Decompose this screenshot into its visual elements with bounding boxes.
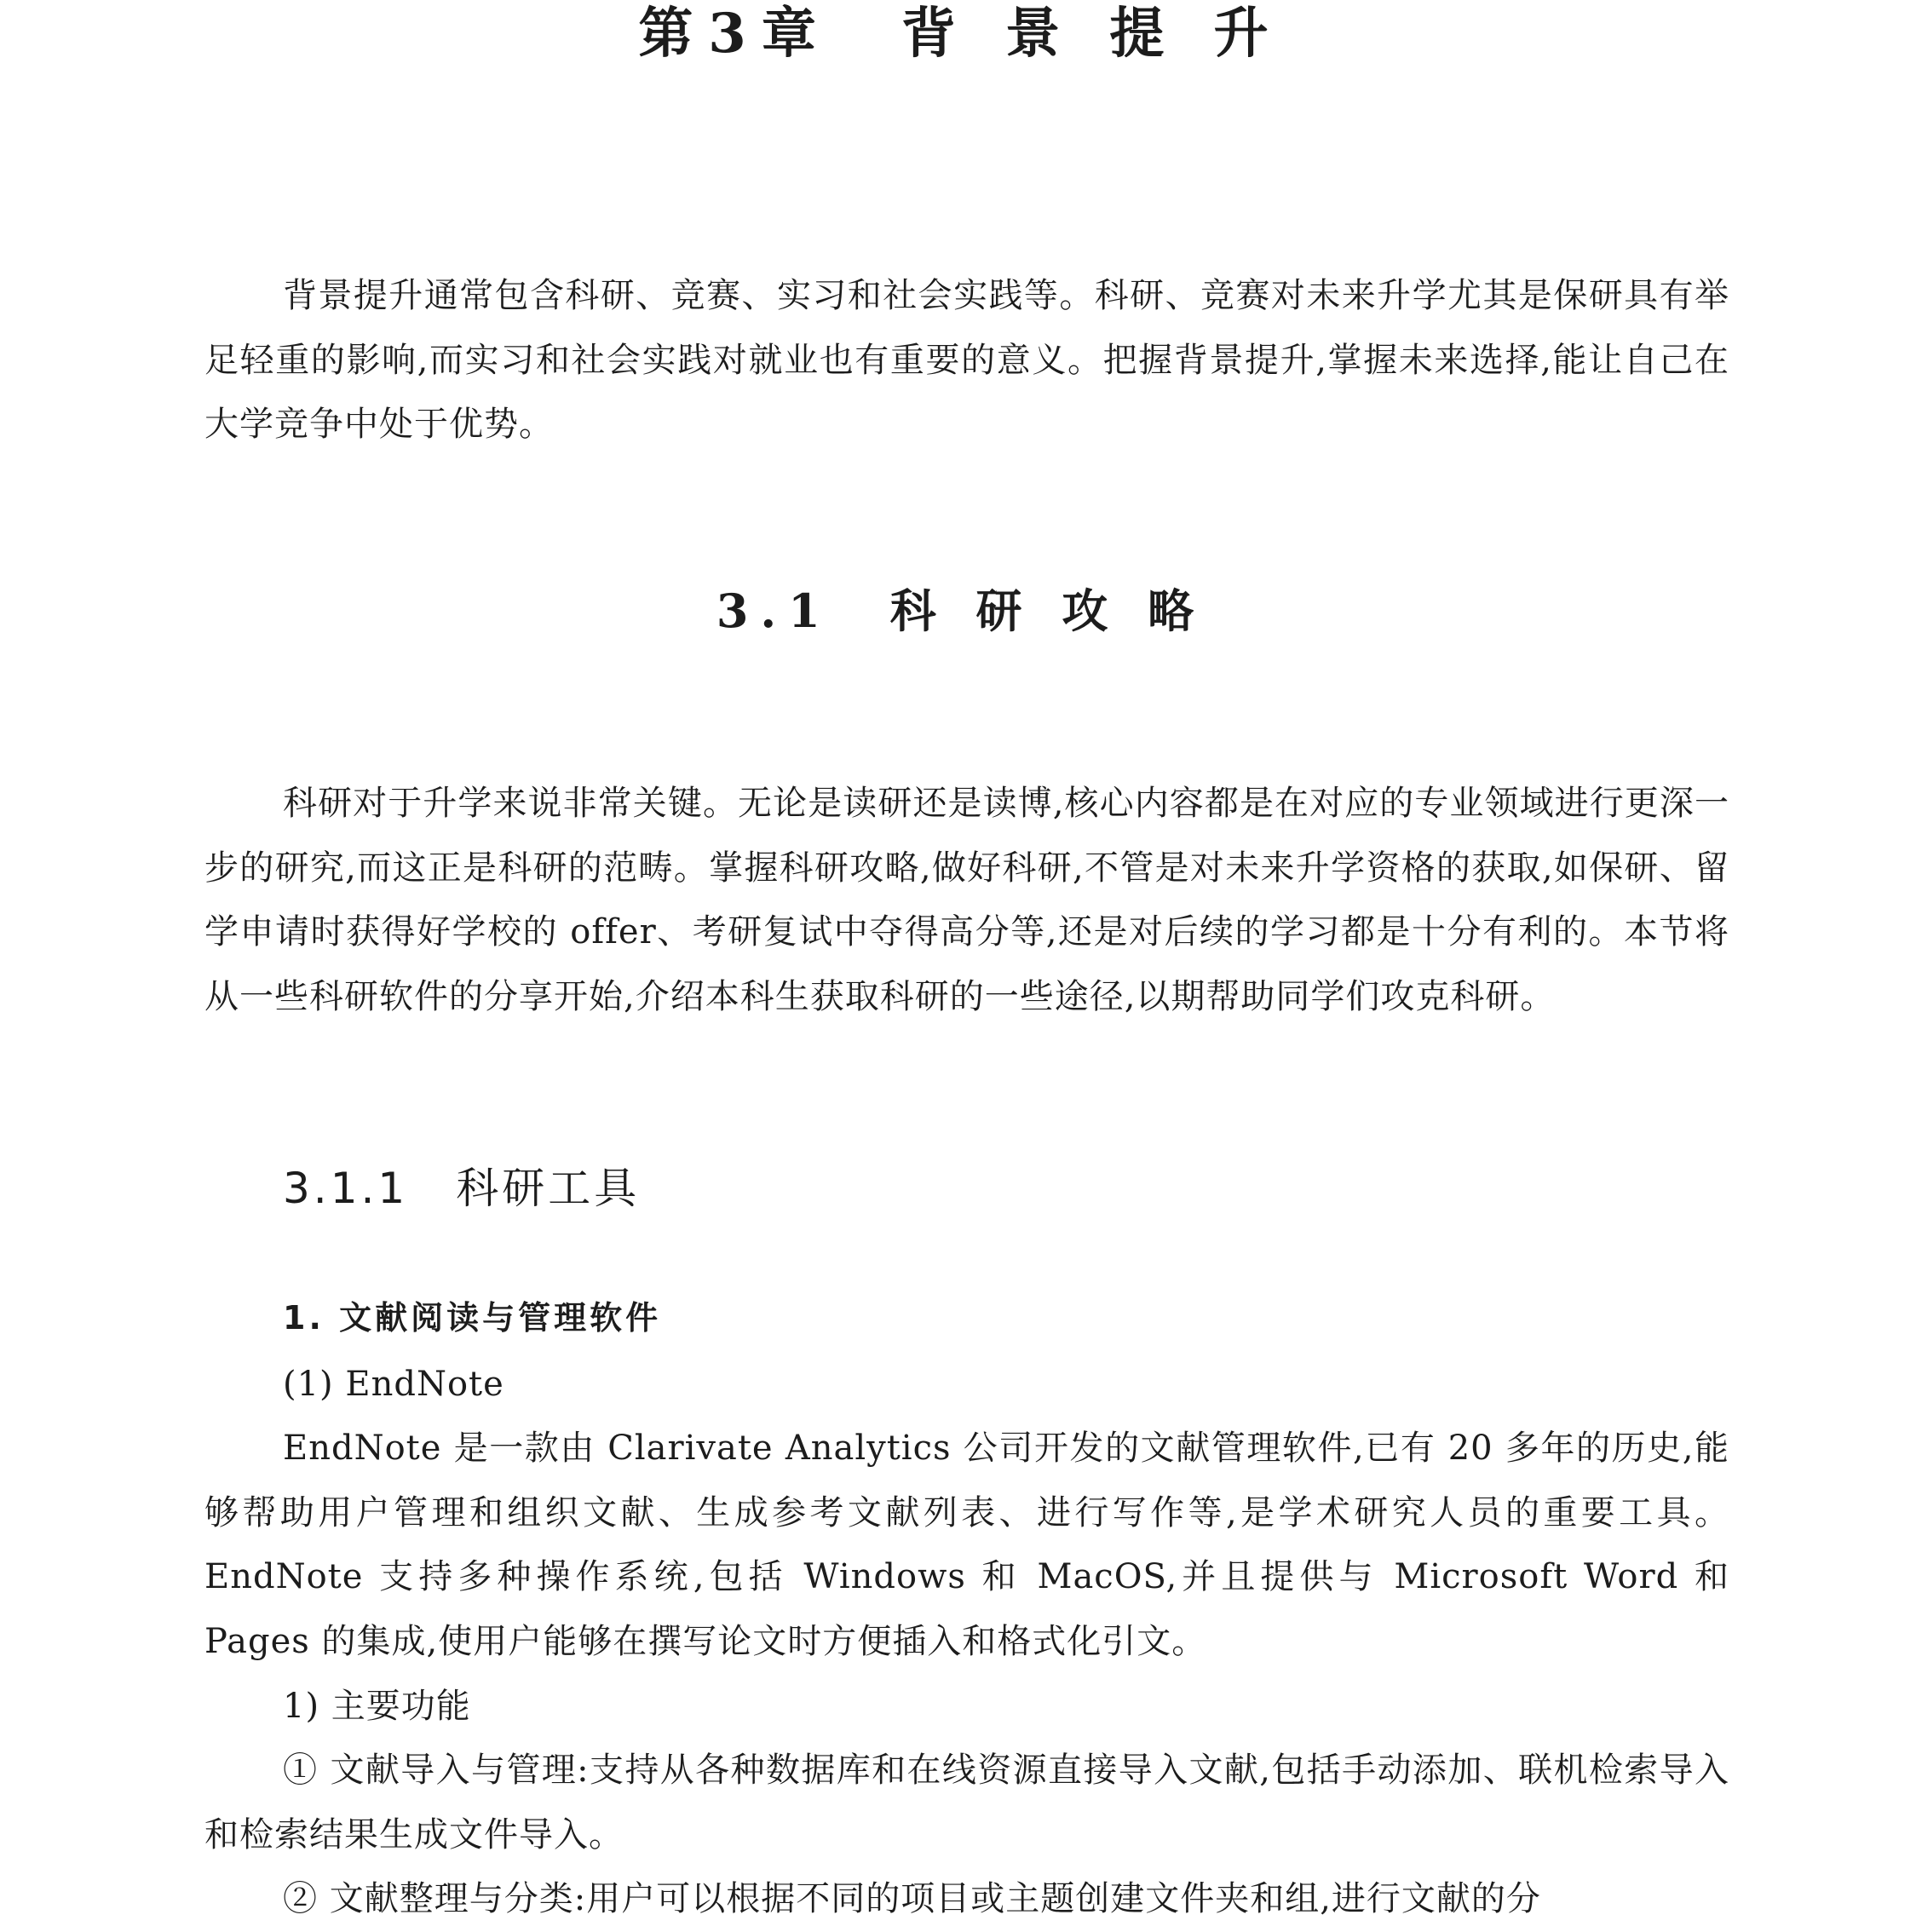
- heading-literature-software: 1. 文献阅读与管理软件: [283, 1299, 662, 1337]
- subsection-title: [283, 1159, 640, 1218]
- item-endnote: (1) EndNote: [283, 1365, 504, 1404]
- subsection-number: 3.1.1: [283, 1164, 409, 1213]
- endnote-paragraph: EndNote 是一款由 Clarivate Analytics 公司开发的文献管理软件,已有 20 多年的历史,能够帮助用户管理和组织文献、生成参考文献列表、进行写作等,是学术研究人员的重要工具。EndNote 支持多种操作系统,包括 Windows 和 MacOS,并且提供与 Microsoft Word 和 Pages 的集成,使用户能够在撰写论文时方便插入和格式化引文。: [204, 1429, 1729, 1661]
- feature-organize: ② 文献整理与分类:用户可以根据不同的项目或主题创建文件夹和组,进行文献的分: [283, 1879, 1541, 1918]
- feature-import: ① 文献导入与管理:支持从各种数据库和在线资源直接导入文献,包括手动添加、联机检索导入和检索结果生成文件导入。: [204, 1751, 1729, 1854]
- subsection-label: 科研工具: [456, 1164, 641, 1213]
- section-paragraph: 科研对于升学来说非常关键。无论是读研还是读博,核心内容都是在对应的专业领域进行更深一步的研究,而这正是科研的范畴。掌握科研攻略,做好科研,不管是对未来升学资格的获取,如保研、留学申请时获得好学校的 offer、考研复试中夺得高分等,还是对后续的学习都是十分有利的。本节将从一些科研软件的分享开始,介绍本科生获取科研的一些途径,以期帮助同学们攻克科研。: [204, 784, 1729, 1016]
- features-heading: 1) 主要功能: [283, 1687, 471, 1726]
- intro-paragraph: 背景提升通常包含科研、竞赛、实习和社会实践等。科研、竞赛对未来升学尤其是保研具有举足轻重的影响,而实习和社会实践对就业也有重要的意义。把握背景提升,掌握未来选择,能让自己在大学竞争中处于优势。: [204, 276, 1729, 444]
- chapter-title: 第3章 背 景 提 升: [638, 2, 1284, 66]
- section-title: 3.1 科 研 攻 略: [716, 584, 1206, 638]
